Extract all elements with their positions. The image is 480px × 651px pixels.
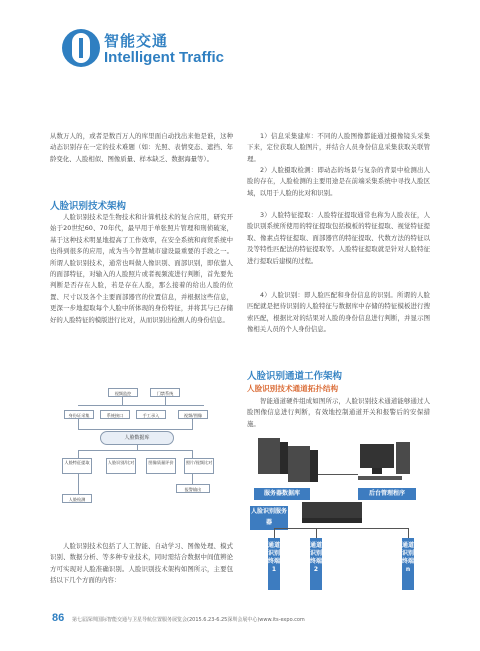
server-icon: [258, 438, 280, 474]
section-subtitle-topology: 人脸识别技术通道拓扑结构: [247, 384, 339, 393]
item-4: 4）人脸识别：即人脸匹配和身份信息的识别。所谓的人脸匹配就是把待识别的人脸特征与数据库中存储的特征模板进行搜索匹配，根据比对的结果对人脸的身份信息进行判断，并显示图像相关人员的个人身份信息。: [247, 291, 430, 334]
header-title-en: Intelligent Traffic: [104, 49, 225, 66]
header-title-cn: 智能交通: [104, 32, 169, 50]
page-number: 86: [52, 612, 65, 624]
item-3: 3）人脸特征提取：人脸特征提取通常也称为人脸表征，人脸识别系统所使用的特征提取包括模板的特征提取、视觉特征提取、像素点特征提取、面部器官的特征提取、代数方法的特征以及等特性匹配法的特征提取等。人脸特征提取就是针对人脸特征进行提取后建模的过程。: [247, 211, 430, 265]
channel-illustration: [246, 436, 436, 596]
diagram-box-photo: 照片/视频比对: [184, 458, 214, 474]
diagram-box-idcard: 身份证采集: [64, 410, 94, 419]
diagram-box-manual: 手工录入: [136, 410, 166, 419]
diagram-box-compare: 人脸识别/比对: [106, 458, 136, 474]
server-icon: [288, 446, 310, 482]
diagram-box-feature: 人脸特征提取: [62, 458, 92, 474]
intro-paragraph: 从数万人的，或者是数百万人的库里面自动找出来他是谁，这种动态识别存在一定的技术难题（如：光照、表情变态、遮挡、年龄变化、人脸相似、图像质量、样本缺乏、数据海量等）。: [50, 132, 233, 163]
diagram-box-interface: 系统接口: [100, 410, 130, 419]
section-title-channel: 人脸识别通道工作架构: [247, 371, 343, 382]
channel-terminal-2: 通道识别终端2: [310, 538, 322, 590]
logo-bar: [79, 38, 83, 58]
channel-terminal-n: 通道识别终端n: [402, 538, 414, 590]
recognition-server-icon: [302, 502, 362, 518]
diagram-box-quality: 图像质量评价: [146, 458, 176, 474]
diagram-box-video: 视频监控: [108, 388, 138, 397]
label-recog-server: 人脸识别服务器: [250, 506, 288, 530]
diagram-box-access: 门禁系统: [150, 388, 180, 397]
channel-terminal-1: 通道识别终端1: [268, 538, 280, 590]
bottom-paragraph: 人脸识别技术包括了人工智能、自动学习、图像处理、模式识别、数据分析、等多种专业技术，同时需结合数据中间值辨论方可实现对人脸准确识别。人脸识别技术架构如图所示，主要包括以下几个方面的内容：: [50, 542, 233, 585]
item-2: 2）人脸摄取检测：即动态的场景与复杂的背景中检测出人脸的存在，人脸检测的主要用途是在前端采集系统中寻找人脸区域，以用于人脸的比对和识别。: [247, 166, 430, 197]
monitor-icon: [360, 444, 394, 468]
label-server-db: 服务器数据库: [254, 488, 310, 500]
diagram-center-database: 人脸数据库: [100, 431, 174, 445]
diagram-box-image: 视频/图像: [178, 410, 208, 419]
keyboard-icon: [358, 476, 402, 480]
architecture-paragraph: 人脸识别技术是生物技术和计算机技术的复合应用，研究开始于20世纪60、70年代，最早用于单张照片管理和刑侦破案，基于这种技术明显地提高了工作效率，在安全系统和商贸系统中也得到很多的应用，成为当今智慧城市建设最重要的手段之一。所谓人脸识别技术，通常也叫做人像识别、面部识别，即依靠人的面部特征，对输入的人脸照片或者视频流进行判断，首先要先判断是否存在人脸，若是存在人脸，那么接着的给出人脸的位置、尺寸以及各个主要面部器官的位置信息，并根据这些信息，更深一步地提取每个人脸中所体现的身份特征，并将其与已存储好的人脸特征的模版进行比对，从而识别出检测人的身份信息。: [50, 213, 233, 324]
diagram-box-alarm: 报警输出: [176, 484, 210, 493]
item-1: 1）信息采集建库：不同的人脸图像都能通过摄像镜头采集下来，定位获取人脸图片，并结合人员身份信息采集获取关联管理。: [247, 132, 430, 163]
channel-paragraph: 智能通道硬件组成如图所示，人脸识别技术通道能够通过人脸图像信息进行判断，有效地控制通道开关和报警后的安保措施。: [247, 397, 430, 428]
diagram-box-detect: 人脸检测: [62, 494, 92, 503]
label-backend: 后台管理程序: [358, 488, 416, 500]
section-title-architecture: 人脸识别技术架构: [50, 201, 127, 212]
pc-tower-icon: [396, 442, 410, 474]
architecture-diagram: [62, 388, 222, 518]
footer-text: 第七届深圳国际智能交通与卫星导航位置服务展览会(2015.6.23-6.25深圳会展中心)www.its-expo.com: [72, 617, 305, 623]
